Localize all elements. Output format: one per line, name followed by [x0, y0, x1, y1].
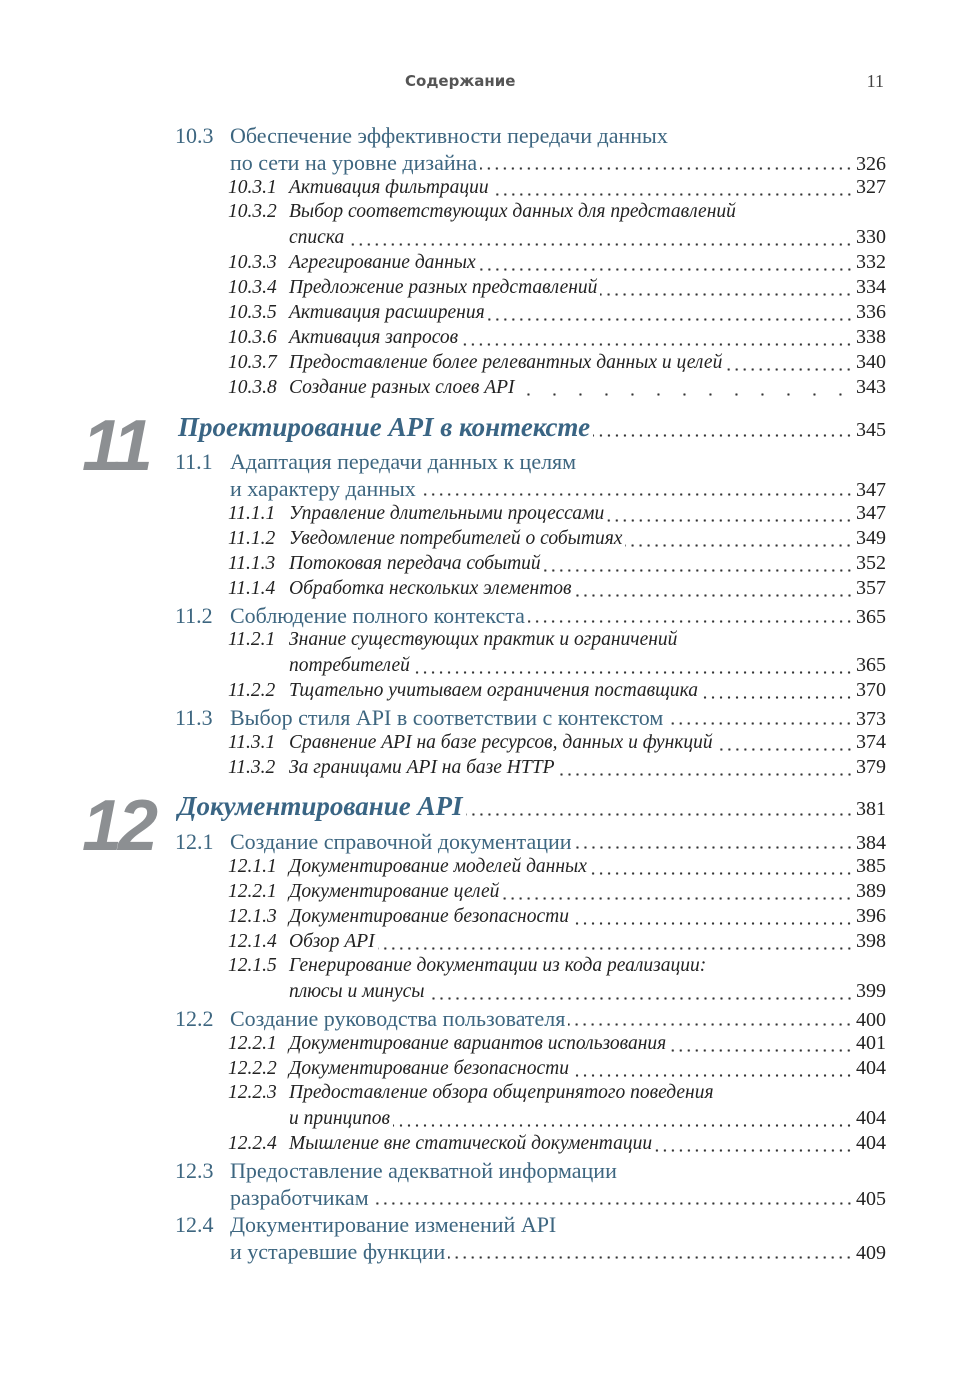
dot-leader: [347, 243, 853, 246]
toc-subsection[interactable]: [228, 1132, 886, 1158]
page-number: 11: [866, 71, 884, 91]
page-ref: 400: [856, 1009, 886, 1031]
toc-subsection[interactable]: [228, 351, 886, 377]
dot-leader: [593, 434, 853, 437]
dot-leader: [488, 318, 853, 321]
subsection-number: 10.3.3: [228, 252, 277, 273]
dot-leader: [625, 544, 853, 547]
subsection-title: Документирование моделей данных: [289, 856, 587, 877]
section-title: и устаревшие функции: [230, 1239, 446, 1264]
toc-subsection-cont[interactable]: [289, 654, 886, 680]
chapter-title: Документирование API: [178, 791, 463, 821]
page-ref: 373: [856, 708, 886, 730]
dot-leader: [518, 393, 853, 396]
page-ref: 357: [856, 577, 886, 599]
page-ref: 343: [856, 376, 886, 398]
toc-subsection[interactable]: [228, 376, 886, 402]
subsection-title: Документирование целей: [289, 881, 500, 902]
section-title: Создание справочной документации: [230, 829, 572, 854]
page-ref: 385: [856, 855, 886, 877]
subsection-title: Агрегирование данных: [289, 252, 476, 273]
page-ref: 384: [856, 832, 886, 854]
subsection-number: 12.2.1: [228, 1033, 277, 1054]
subsection-number: 12.1.5: [228, 955, 277, 976]
page-ref: 389: [856, 880, 886, 902]
page-ref: 340: [856, 351, 886, 373]
chapter-title: Проектирование API в контексте: [178, 412, 591, 442]
page-ref: 334: [856, 276, 886, 298]
subsection-number: 12.2.3: [228, 1082, 277, 1103]
subsection-title: Обработка нескольких элементов: [289, 578, 572, 599]
subsection-title: Уведомление потребителей о событиях: [289, 528, 623, 549]
toc-section-cont[interactable]: [230, 1239, 886, 1265]
dot-leader: [575, 594, 853, 597]
toc-subsection[interactable]: [228, 955, 886, 981]
toc-section-cont[interactable]: [230, 150, 886, 176]
toc-subsection[interactable]: [228, 326, 886, 352]
dot-leader: [393, 1124, 853, 1127]
toc-subsection[interactable]: [228, 176, 886, 202]
page-ref: 370: [856, 679, 886, 701]
section-number: 10.3: [175, 123, 214, 148]
dot-leader: [372, 1202, 853, 1205]
dot-leader: [590, 872, 853, 875]
toc-subsection[interactable]: [228, 1032, 886, 1058]
dot-leader: [528, 620, 853, 623]
toc-subsection[interactable]: [228, 201, 886, 227]
dot-leader: [492, 193, 853, 196]
toc-subsection[interactable]: [228, 905, 886, 931]
toc-subsection[interactable]: [228, 577, 886, 603]
page-ref: 327: [856, 176, 886, 198]
toc-section[interactable]: [175, 829, 886, 855]
subsection-title: Генерирование документации из кода реализации:: [289, 955, 707, 976]
dot-leader: [480, 167, 853, 170]
subsection-number: 11.1.1: [228, 503, 276, 524]
subsection-number: 12.2.2: [228, 1058, 277, 1079]
section-number: 12.4: [175, 1212, 214, 1237]
dot-leader: [413, 671, 853, 674]
page-ref: 405: [856, 1188, 886, 1210]
subsection-title: Тщательно учитываем ограничения поставщика: [289, 680, 698, 701]
toc-subsection[interactable]: [228, 855, 886, 881]
subsection-number: 10.3.4: [228, 277, 277, 298]
page-ref: 401: [856, 1032, 886, 1054]
page-ref: 326: [856, 153, 886, 175]
page-ref: 349: [856, 527, 886, 549]
dot-leader: [558, 773, 854, 776]
toc-subsection-cont[interactable]: [289, 226, 886, 252]
section-title: Адаптация передачи данных к целям: [230, 449, 577, 474]
subsection-number: 10.3.7: [228, 352, 277, 373]
toc-section[interactable]: [175, 705, 886, 731]
toc-section[interactable]: [175, 603, 886, 629]
toc-subsection[interactable]: [228, 930, 886, 956]
dot-leader: [607, 519, 853, 522]
subsection-title: Выбор соответствующих данных для представлений: [289, 201, 736, 222]
dot-leader: [600, 293, 853, 296]
subsection-title: Активация расширения: [289, 302, 485, 323]
section-number: 11.2: [175, 603, 213, 628]
toc-subsection[interactable]: [228, 880, 886, 906]
toc-subsection[interactable]: [228, 1057, 886, 1083]
subsection-number: 12.2.4: [228, 1133, 277, 1154]
subsection-number: 10.3.8: [228, 377, 277, 398]
subsection-number: 11.2.2: [228, 680, 276, 701]
toc-section[interactable]: [175, 123, 886, 149]
toc-subsection[interactable]: [228, 251, 886, 277]
toc-subsection[interactable]: [228, 629, 886, 655]
subsection-title: Мышление вне статической документации: [289, 1133, 653, 1154]
subsection-number: 12.1.4: [228, 931, 277, 952]
subsection-number: 10.3.1: [228, 177, 277, 198]
toc-chapter[interactable]: [178, 412, 886, 443]
toc-chapter[interactable]: [178, 791, 886, 822]
toc-section[interactable]: [175, 449, 886, 475]
subsection-title: Сравнение API на базе ресурсов, данных и функций: [289, 732, 713, 753]
section-title: Создание руководства пользователя: [230, 1006, 566, 1031]
subsection-title: Документирование вариантов использования: [289, 1033, 667, 1054]
page-ref: 409: [856, 1242, 886, 1264]
chapter-number: 12: [82, 786, 155, 866]
subsection-title: За границами API на базе HTTP: [289, 757, 555, 778]
section-number: 12.3: [175, 1158, 214, 1183]
page-ref: 347: [856, 502, 886, 524]
section-title: и характеру данных: [230, 476, 416, 501]
section-title: Обеспечение эффективности передачи данных: [230, 123, 668, 148]
page-ref: 374: [856, 731, 886, 753]
dot-leader: [448, 1256, 853, 1259]
subsection-number: 11.1.2: [228, 528, 276, 549]
dot-leader: [502, 897, 853, 900]
page-ref: 396: [856, 905, 886, 927]
toc-section-cont[interactable]: [230, 476, 886, 502]
subsection-title: Активация запросов: [289, 327, 459, 348]
subsection-title: Обзор API: [289, 931, 375, 952]
dot-leader: [461, 343, 853, 346]
subsection-number: 10.3.6: [228, 327, 277, 348]
dot-leader: [725, 368, 853, 371]
page-ref: 404: [856, 1132, 886, 1154]
toc-subsection[interactable]: [228, 276, 886, 302]
subsection-title: Знание существующих практик и ограничений: [289, 629, 678, 650]
subsection-title: списка: [289, 227, 345, 248]
section-title: Соблюдение полного контекста: [230, 603, 525, 628]
subsection-number: 11.2.1: [228, 629, 276, 650]
page-ref: 338: [856, 326, 886, 348]
toc-section[interactable]: [175, 1158, 886, 1184]
toc-subsection-cont[interactable]: [289, 980, 886, 1006]
toc-subsection[interactable]: [228, 527, 886, 553]
section-title: разработчикам: [230, 1185, 369, 1210]
page-ref: 365: [856, 606, 886, 628]
section-title: по сети на уровне дизайна: [230, 150, 478, 175]
toc-subsection[interactable]: [228, 679, 886, 705]
page-ref: 336: [856, 301, 886, 323]
dot-leader: [428, 997, 854, 1000]
section-title: Выбор стиля API в соответствии с контекстом: [230, 705, 664, 730]
subsection-title: и принципов: [289, 1108, 391, 1129]
subsection-title: Предложение разных представлений: [289, 277, 598, 298]
section-number: 11.3: [175, 705, 213, 730]
dot-leader: [568, 1023, 853, 1026]
subsection-title: Документирование безопасности: [289, 1058, 569, 1079]
page-ref: 381: [856, 798, 886, 820]
subsection-title: Потоковая передача событий: [289, 553, 541, 574]
dot-leader: [419, 493, 853, 496]
page-ref: 379: [856, 756, 886, 778]
subsection-title: плюсы и минусы: [289, 981, 425, 1002]
page-ref: 399: [856, 980, 886, 1002]
dot-leader: [479, 268, 853, 271]
dot-leader: [666, 722, 853, 725]
page-ref: 330: [856, 226, 886, 248]
dot-leader: [378, 947, 853, 950]
toc-subsection[interactable]: [228, 301, 886, 327]
dot-leader: [572, 922, 853, 925]
dot-leader: [701, 696, 853, 699]
section-title: Документирование изменений API: [230, 1212, 557, 1237]
toc-subsection[interactable]: [228, 552, 886, 578]
dot-leader: [575, 846, 853, 849]
toc-section[interactable]: [175, 1006, 886, 1032]
subsection-title: Документирование безопасности: [289, 906, 569, 927]
page-ref: 398: [856, 930, 886, 952]
subsection-number: 12.2.1: [228, 881, 277, 902]
toc-subsection[interactable]: [228, 756, 886, 782]
running-header: Содержание: [405, 72, 516, 90]
subsection-number: 12.1.3: [228, 906, 277, 927]
page-ref: 365: [856, 654, 886, 676]
toc-subsection[interactable]: [228, 731, 886, 757]
subsection-number: 11.3.2: [228, 757, 276, 778]
dot-leader: [716, 748, 853, 751]
page-ref: 345: [856, 419, 886, 441]
subsection-number: 11.3.1: [228, 732, 276, 753]
subsection-number: 11.1.3: [228, 553, 276, 574]
section-number: 12.2: [175, 1006, 214, 1031]
subsection-title: Управление длительными процессами: [289, 503, 605, 524]
dot-leader: [669, 1049, 853, 1052]
dot-leader: [655, 1149, 853, 1152]
dot-leader: [544, 569, 853, 572]
dot-leader: [466, 813, 853, 816]
subsection-title: Создание разных слоев API: [289, 377, 515, 398]
subsection-title: Активация фильтрации: [289, 177, 489, 198]
page-ref: 347: [856, 479, 886, 501]
toc-section-cont[interactable]: [230, 1185, 886, 1211]
subsection-number: 10.3.5: [228, 302, 277, 323]
page-ref: 332: [856, 251, 886, 273]
toc-section[interactable]: [175, 1212, 886, 1238]
subsection-number: 12.1.1: [228, 856, 277, 877]
toc-subsection-cont[interactable]: [289, 1107, 886, 1133]
subsection-title: Предоставление обзора общепринятого поведения: [289, 1082, 714, 1103]
toc-subsection[interactable]: [228, 502, 886, 528]
section-number: 12.1: [175, 829, 214, 854]
subsection-number: 11.1.4: [228, 578, 276, 599]
section-title: Предоставление адекватной информации: [230, 1158, 617, 1183]
subsection-title: потребителей: [289, 655, 410, 676]
chapter-number: 11: [82, 406, 149, 486]
subsection-number: 10.3.2: [228, 201, 277, 222]
subsection-title: Предоставление более релевантных данных и целей: [289, 352, 723, 373]
dot-leader: [572, 1074, 853, 1077]
toc-subsection[interactable]: [228, 1082, 886, 1108]
page-ref: 404: [856, 1057, 886, 1079]
page-ref: 352: [856, 552, 886, 574]
page-ref: 404: [856, 1107, 886, 1129]
section-number: 11.1: [175, 449, 213, 474]
